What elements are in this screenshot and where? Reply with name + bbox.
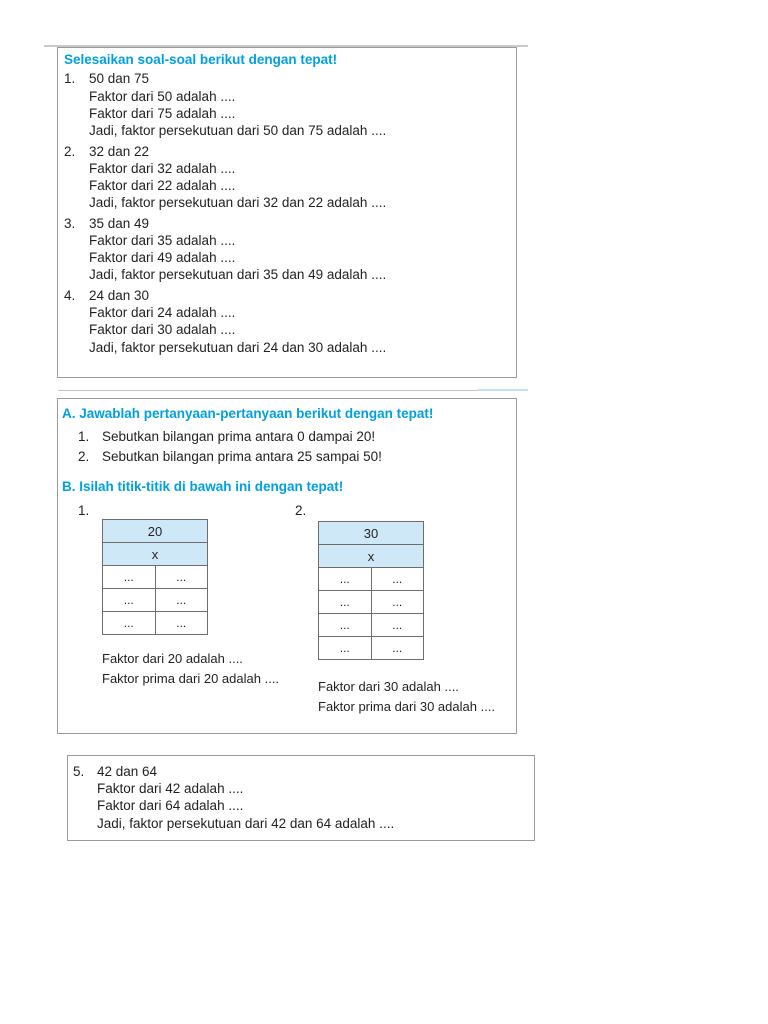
factor-table-30-operator: x bbox=[319, 545, 424, 568]
factor-cell: ... bbox=[103, 566, 156, 589]
item-1-line3: Jadi, faktor persekutuan dari 50 dan 75 adalah .... bbox=[89, 123, 387, 138]
item-4-pair: 24 dan 30 bbox=[89, 288, 150, 303]
item-5-pair: 42 dan 64 bbox=[97, 764, 158, 779]
section-b-heading: B. Isilah titik-titik di bawah ini dengan tepat! bbox=[62, 479, 344, 494]
item-5-number: 5. bbox=[73, 764, 85, 779]
table-2-note-factors: Faktor dari 30 adalah .... bbox=[318, 679, 459, 694]
table-1-number: 1. bbox=[78, 503, 90, 518]
item-3-line3: Jadi, faktor persekutuan dari 35 dan 49 adalah .... bbox=[89, 267, 387, 282]
section-divider bbox=[58, 390, 528, 391]
section-divider-accent bbox=[478, 389, 528, 391]
factor-cell: ... bbox=[371, 568, 424, 591]
item-3-line1: Faktor dari 35 adalah .... bbox=[89, 233, 236, 248]
factor-table-20-value: 20 bbox=[103, 520, 208, 543]
factor-cell: ... bbox=[319, 637, 372, 660]
item-4-line3: Jadi, faktor persekutuan dari 24 dan 30 adalah .... bbox=[89, 340, 387, 355]
section-a-heading: A. Jawablah pertanyaan-pertanyaan berikut dengan tepat! bbox=[62, 406, 434, 421]
item-2-line2: Faktor dari 22 adalah .... bbox=[89, 178, 236, 193]
item-1-number: 1. bbox=[64, 71, 76, 86]
factor-cell: ... bbox=[103, 612, 156, 635]
item-3-pair: 35 dan 49 bbox=[89, 216, 150, 231]
factor-table-20 bbox=[102, 519, 208, 635]
item-2-line3: Jadi, faktor persekutuan dari 32 dan 22 adalah .... bbox=[89, 195, 387, 210]
factor-table-30-value: 30 bbox=[319, 522, 424, 545]
table-2-number: 2. bbox=[295, 503, 307, 518]
factor-cell: ... bbox=[371, 614, 424, 637]
item-3-line2: Faktor dari 49 adalah .... bbox=[89, 250, 236, 265]
question-a2-number: 2. bbox=[78, 449, 90, 464]
factor-cell: ... bbox=[155, 589, 208, 612]
item-5-line3: Jadi, faktor persekutuan dari 42 dan 64 adalah .... bbox=[97, 816, 395, 831]
factor-cell: ... bbox=[103, 589, 156, 612]
factor-table-30 bbox=[318, 521, 424, 660]
table-1-note-factors: Faktor dari 20 adalah .... bbox=[102, 651, 243, 666]
question-a2-text: Sebutkan bilangan prima antara 25 sampai 50! bbox=[102, 449, 382, 464]
item-2-pair: 32 dan 22 bbox=[89, 144, 150, 159]
item-1-pair: 50 dan 75 bbox=[89, 71, 150, 86]
item-1-line1: Faktor dari 50 adalah .... bbox=[89, 89, 236, 104]
question-a1-number: 1. bbox=[78, 429, 90, 444]
item-2-line1: Faktor dari 32 adalah .... bbox=[89, 161, 236, 176]
item-3-number: 3. bbox=[64, 216, 76, 231]
factor-cell: ... bbox=[371, 637, 424, 660]
factor-cell: ... bbox=[155, 612, 208, 635]
item-4-line2: Faktor dari 30 adalah .... bbox=[89, 322, 236, 337]
section1-heading: Selesaikan soal-soal berikut dengan tepat! bbox=[64, 52, 338, 67]
factor-cell: ... bbox=[319, 591, 372, 614]
question-a1-text: Sebutkan bilangan prima antara 0 dampai 20! bbox=[102, 429, 376, 444]
item-5-line2: Faktor dari 64 adalah .... bbox=[97, 798, 244, 813]
item-4-number: 4. bbox=[64, 288, 76, 303]
table-1-note-prime-factors: Faktor prima dari 20 adalah .... bbox=[102, 671, 280, 686]
item-5-line1: Faktor dari 42 adalah .... bbox=[97, 781, 244, 796]
factor-cell: ... bbox=[155, 566, 208, 589]
table-2-note-prime-factors: Faktor prima dari 30 adalah .... bbox=[318, 699, 496, 714]
factor-cell: ... bbox=[319, 568, 372, 591]
item-2-number: 2. bbox=[64, 144, 76, 159]
item-4-line1: Faktor dari 24 adalah .... bbox=[89, 305, 236, 320]
factor-table-20-operator: x bbox=[103, 543, 208, 566]
factor-cell: ... bbox=[371, 591, 424, 614]
factor-cell: ... bbox=[319, 614, 372, 637]
item-1-line2: Faktor dari 75 adalah .... bbox=[89, 106, 236, 121]
